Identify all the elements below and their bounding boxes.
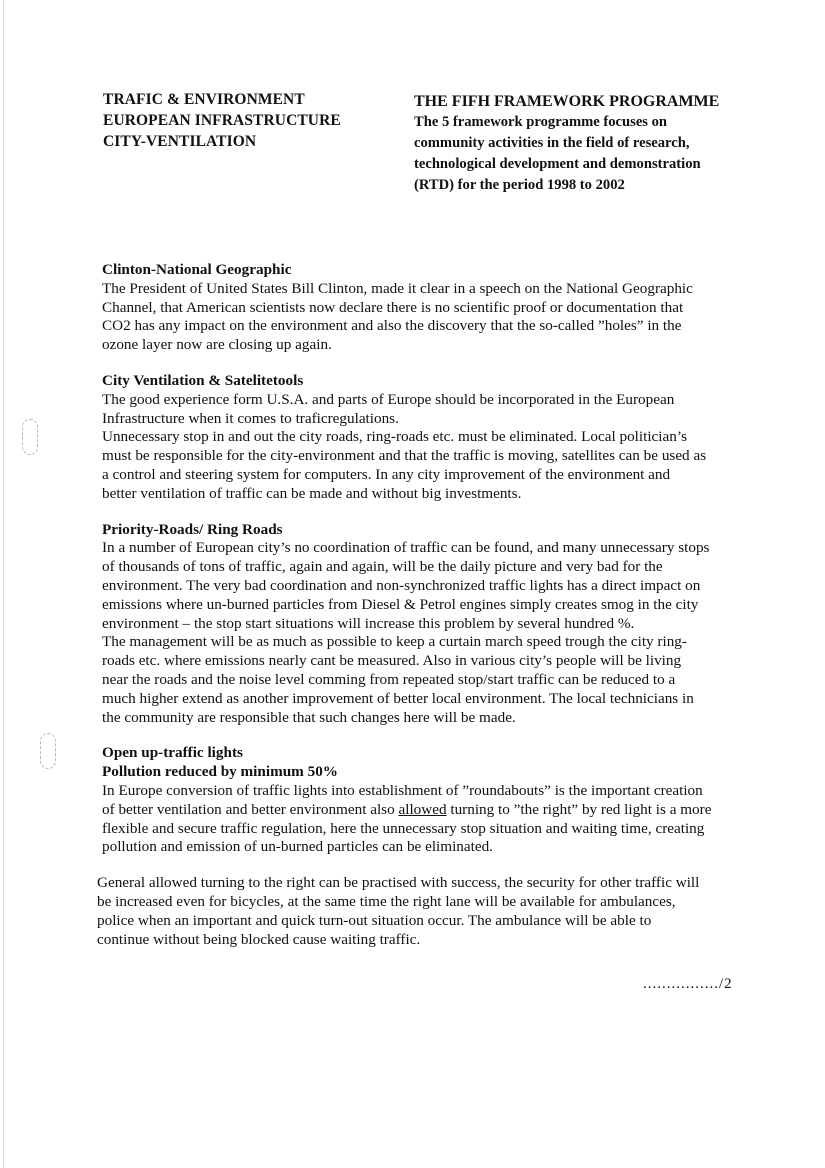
- text-line: Channel, that American scientists now declare there is no scientific proof or documentation that: [102, 298, 684, 316]
- section-priority-roads: [97, 521, 797, 728]
- text-line: environment. The very bad coordination and non-synchronized traffic lights has a direct impact on: [102, 576, 701, 594]
- section-paragraph: [97, 782, 797, 857]
- section-city-ventilation: [97, 372, 797, 504]
- section-open-traffic-lights: [97, 744, 797, 949]
- section-heading: Priority-Roads/ Ring Roads: [102, 520, 283, 538]
- section-subheading: Pollution reduced by minimum 50%: [102, 763, 338, 781]
- punch-hole-mark: [40, 733, 56, 769]
- header-right: [414, 91, 774, 196]
- text-line: pollution and emission of un-burned particles can be eliminated.: [102, 838, 493, 856]
- underlined-word: allowed: [398, 800, 447, 818]
- section-paragraph: [97, 874, 797, 949]
- text-line: police when an important and quick turn-out situation occur. The ambulance will be able to: [97, 911, 652, 929]
- text-line: be increased even for bicycles, at the same time the right lane will be available for ambulances,: [97, 892, 676, 910]
- text-line: better ventilation of traffic can be made and without big investments.: [102, 484, 522, 502]
- section-paragraph: [102, 391, 797, 504]
- text-line: The good experience form U.S.A. and parts of Europe should be incorporated in the European: [102, 390, 675, 408]
- text-fragment: of better ventilation and better environment also: [102, 800, 399, 818]
- text-line: a control and steering system for computers. In any city improvement of the environment and: [102, 465, 671, 483]
- text-line: CO2 has any impact on the environment and also the discovery that the so-called ”holes” in the: [102, 317, 682, 335]
- text-line: roads etc. where emissions nearly cant be measured. Also in various city’s people will be living: [102, 652, 682, 670]
- scan-edge-line: [3, 0, 4, 1168]
- section-paragraph: [102, 539, 797, 727]
- text-line: of thousands of tons of traffic, again and again, will be the daily picture and very bad for the: [102, 558, 663, 576]
- text-line: Unnecessary stop in and out the city roads, ring-roads etc. must be eliminated. Local politician’s: [102, 428, 687, 446]
- text-line: the community are responsible that such changes here will be made.: [102, 708, 516, 726]
- text-line: continue without being blocked cause waiting traffic.: [97, 930, 421, 948]
- page-number: ................/2: [643, 976, 733, 992]
- text-line: ozone layer now are closing up again.: [102, 336, 332, 354]
- header-left-line: EUROPEAN INFRASTRUCTURE: [103, 112, 341, 129]
- text-line: much higher extend as another improvement of better local environment. The local technicians in: [102, 689, 694, 707]
- section-heading: Open up-traffic lights: [102, 744, 243, 762]
- programme-title: THE FIFH FRAMEWORK PROGRAMME: [414, 93, 720, 110]
- text-line: near the roads and the noise level comming from repeated stop/start traffic can be reduced to a: [102, 670, 676, 688]
- text-line: flexible and secure traffic regulation, here the unnecessary stop situation and waiting time, creating: [102, 819, 705, 837]
- programme-line: community activities in the field of research,: [414, 135, 690, 151]
- programme-line: The 5 framework programme focuses on: [414, 114, 668, 130]
- programme-line: technological development and demonstration: [414, 156, 701, 172]
- text-line: In a number of European city’s no coordination of traffic can be found, and many unnecessary stops: [102, 539, 710, 557]
- text-line: General allowed turning to the right can be practised with success, the security for other traffic will: [97, 874, 700, 892]
- text-line: In Europe conversion of traffic lights into establishment of ”roundabouts” is the important creation: [102, 781, 703, 799]
- section-heading: City Ventilation & Satelitetools: [102, 371, 304, 389]
- section-heading: Clinton-National Geographic: [102, 261, 292, 278]
- header-left-line: TRAFIC & ENVIRONMENT: [103, 91, 305, 108]
- programme-line: (RTD) for the period 1998 to 2002: [414, 177, 625, 193]
- header-left: [103, 89, 341, 152]
- section-clinton: [97, 261, 797, 355]
- text-line: The management will be as much as possible to keep a curtain march speed trough the city ring-: [102, 633, 687, 651]
- header-left-line: CITY-VENTILATION: [103, 133, 257, 150]
- section-paragraph: [102, 280, 797, 355]
- text-line: emissions where un-burned particles from Diesel & Petrol engines simply creates smog in the city: [102, 595, 699, 613]
- punch-hole-mark: [22, 419, 38, 455]
- text-line: must be responsible for the city-environment and that the traffic is moving, satellites can be used as: [102, 447, 707, 465]
- text-line: Infrastructure when it comes to traficregulations.: [102, 409, 399, 427]
- text-line: [102, 801, 797, 820]
- text-fragment: turning to ”the right” by red light is a more: [446, 800, 712, 818]
- text-line: The President of United States Bill Clinton, made it clear in a speech on the National Geographic: [102, 279, 693, 297]
- document-body: [97, 261, 797, 966]
- text-line: environment – the stop start situations will increase this problem by several hundred %.: [102, 614, 635, 632]
